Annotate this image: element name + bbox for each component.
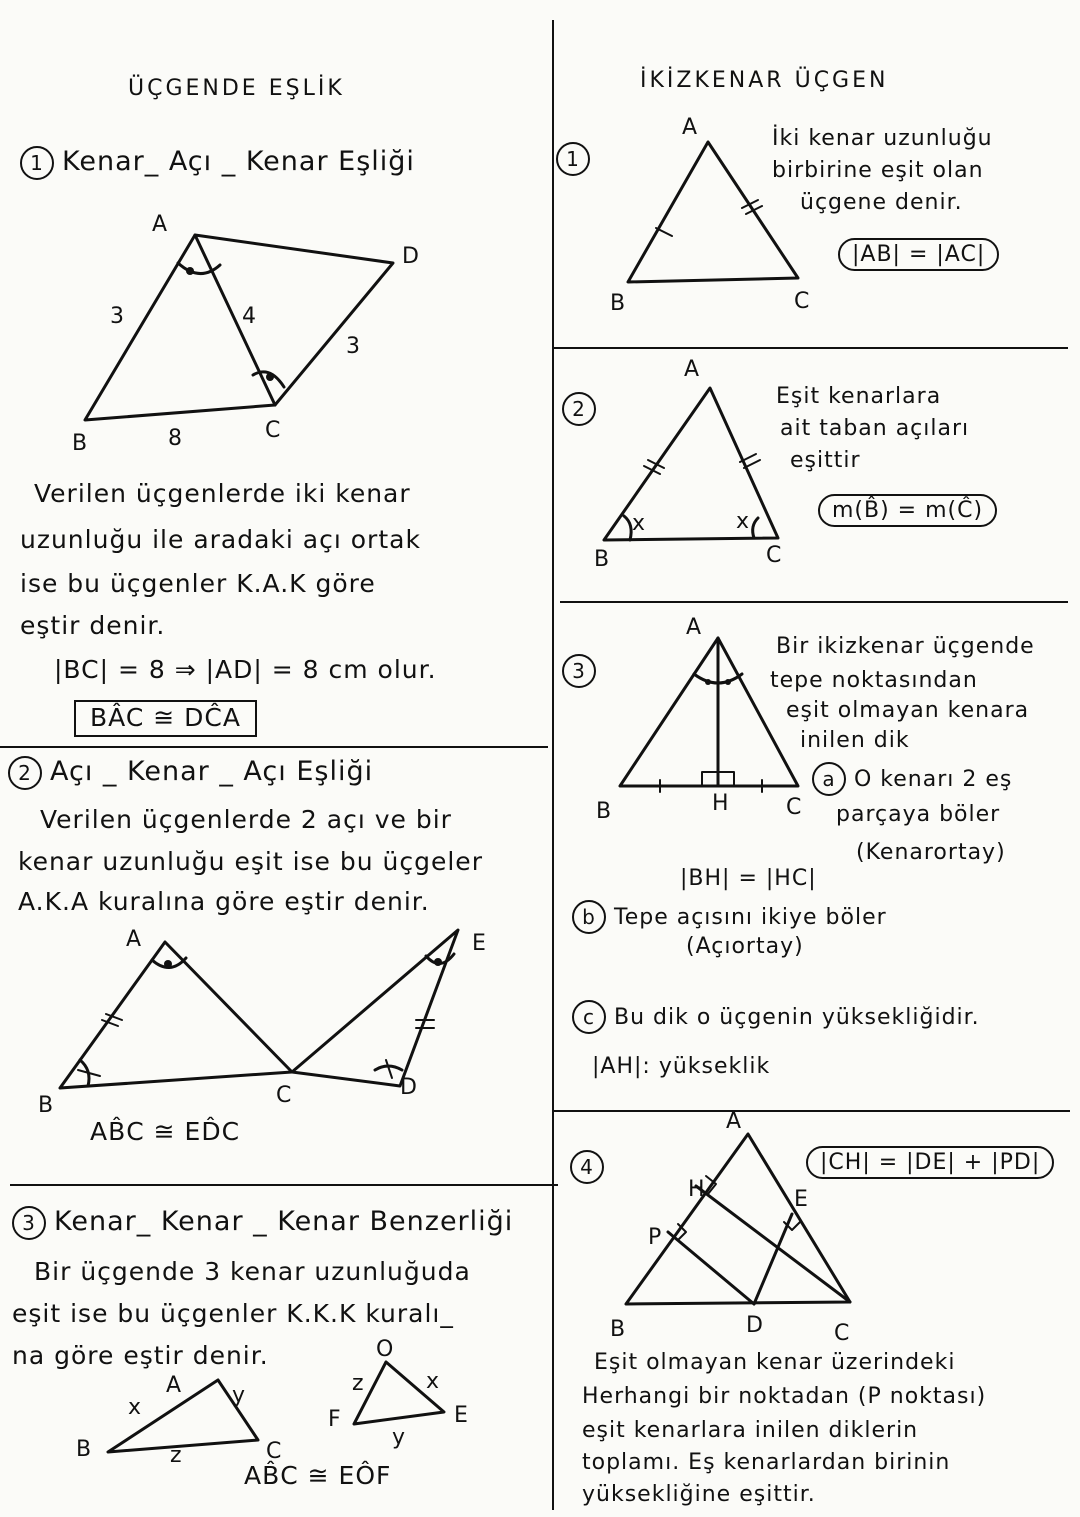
side-x-eof: x <box>426 1369 440 1394</box>
left-s3-text-3: na göre eştir denir. <box>12 1341 269 1370</box>
side-z-abc: z <box>170 1443 182 1468</box>
right-s3-equation: |BH| = |HC| <box>680 866 817 891</box>
label-a: A <box>152 212 168 237</box>
angle-b-mark-r2 <box>624 516 631 540</box>
label-b-r4: B <box>610 1317 626 1342</box>
right-s2-equation: m(B̂) = m(Ĉ) <box>818 494 997 527</box>
left-s1-heading-text: Kenar_ Açı _ Kenar Eşliği <box>62 146 415 177</box>
label-cd-length: 3 <box>346 334 360 359</box>
right-divider-2 <box>560 601 1068 603</box>
angle-a-dot-2 <box>164 960 172 968</box>
label-ab-length: 3 <box>110 304 124 329</box>
left-s1-number: 1 <box>20 146 54 180</box>
label-bc-length: 8 <box>168 426 182 451</box>
left-s2-text-2: kenar uzunluğu eşit ise bu üçgeler <box>18 847 483 876</box>
left-s3-heading-text: Kenar_ Kenar _ Kenar Benzerliği <box>54 1206 514 1237</box>
right-s3-b-mark: b <box>572 900 606 934</box>
right-s3-b <box>572 900 887 934</box>
left-title: ÜÇGENDE EŞLİK <box>128 76 345 101</box>
label-a-r1: A <box>682 115 698 140</box>
left-s1-text-3: ise bu üçgenler K.A.K göre <box>20 569 376 598</box>
right-s1-text-1: İki kenar uzunluğu <box>772 126 993 151</box>
right-s3-a-text-2: parçaya böler <box>836 802 1001 827</box>
angle-e-dot <box>434 958 442 966</box>
label-b-3: B <box>76 1437 92 1462</box>
left-s3-congruence: AB̂C ≅ EÔF <box>244 1461 392 1490</box>
angle-a-dot-r <box>725 679 731 685</box>
right-s3-b-text: Tepe açısını ikiye böler <box>614 905 887 930</box>
side-x-abc: x <box>128 1395 142 1420</box>
label-d-2: D <box>400 1075 417 1100</box>
triangle-acd <box>195 235 393 405</box>
right-s2-text-1: Eşit kenarlara <box>776 384 942 409</box>
ac-tick-r2b <box>744 460 760 468</box>
left-divider-2 <box>10 1184 558 1186</box>
label-a-r3: A <box>686 615 702 640</box>
angle-a-dot <box>186 267 194 275</box>
right-divider-1 <box>552 347 1068 349</box>
right-s4-equation: |CH| = |DE| + |PD| <box>806 1146 1054 1179</box>
left-s2-text-1: Verilen üçgenlerde 2 açı ve bir <box>40 805 452 834</box>
left-s2-heading <box>8 756 373 790</box>
perp-de <box>754 1214 792 1304</box>
right-s3-a-text-3: (Kenarortay) <box>856 840 1006 865</box>
label-b-r3: B <box>596 799 612 824</box>
label-e-r4: E <box>794 1187 808 1212</box>
label-c-r3: C <box>786 795 802 820</box>
label-ac-length: 4 <box>242 304 256 329</box>
left-s1-text-2: uzunluğu ile aradaki açı ortak <box>20 525 421 554</box>
right-s3-c-text-2: |AH|: yükseklik <box>592 1054 771 1079</box>
isosceles-triangle-3 <box>620 638 798 786</box>
angle-b-x: x <box>632 511 646 536</box>
label-d: D <box>402 244 419 269</box>
label-o-3: O <box>376 1337 394 1362</box>
label-a-r4: A <box>726 1109 742 1134</box>
left-divider-1 <box>0 746 548 748</box>
left-s1-heading <box>20 146 415 180</box>
label-c-r2: C <box>766 543 782 568</box>
right-s3-number: 3 <box>562 654 596 688</box>
side-z-eof: z <box>352 1371 364 1396</box>
label-c: C <box>265 418 281 443</box>
right-s3-text-3: eşit olmayan kenara <box>786 698 1030 723</box>
left-s3-number: 3 <box>12 1206 46 1240</box>
side-y-abc: y <box>232 1383 246 1408</box>
left-s2-text-3: A.K.A kuralına göre eştir denir. <box>18 887 430 916</box>
perpendiculars-figure <box>604 1104 864 1344</box>
perp-pd <box>668 1232 754 1304</box>
side-y-eof: y <box>392 1425 406 1450</box>
label-d-r4: D <box>746 1313 763 1338</box>
center-divider <box>552 20 554 1510</box>
right-s3-a-text: O kenarı 2 eş <box>854 767 1013 792</box>
triangle-edc <box>292 930 458 1086</box>
label-h-r3: H <box>712 791 729 816</box>
right-s4-number: 4 <box>570 1150 604 1184</box>
label-b: B <box>72 431 88 456</box>
left-s2-heading-text: Açı _ Kenar _ Açı Eşliği <box>50 756 374 787</box>
right-s4-text-1: Eşit olmayan kenar üzerindeki <box>594 1350 956 1375</box>
angle-a-dot-l <box>705 679 711 685</box>
right-s2-text-2: ait taban açıları <box>780 416 970 441</box>
label-c-2: C <box>276 1083 292 1108</box>
right-title: İKİZKENAR ÜÇGEN <box>640 68 889 93</box>
left-s1-text-4: eştir denir. <box>20 611 166 640</box>
right-s4-text-3: eşit kenarlara inilen diklerin <box>582 1418 919 1443</box>
label-e-2: E <box>472 931 486 956</box>
right-s3-c <box>572 1000 980 1034</box>
label-b-r2: B <box>594 547 610 572</box>
left-s2-number: 2 <box>8 756 42 790</box>
right-s3-b-text-2: (Açıortay) <box>686 934 804 959</box>
left-s3-text-1: Bir üçgende 3 kenar uzunluğuda <box>34 1257 471 1286</box>
angle-c-mark-r2 <box>753 518 758 538</box>
right-s3-text-4: inilen dik <box>800 728 910 753</box>
angle-d-tick <box>386 1060 392 1078</box>
right-s3-text-2: tepe noktasından <box>770 668 978 693</box>
right-s1-number: 1 <box>556 142 590 176</box>
right-s2-number: 2 <box>562 392 596 426</box>
right-s4-text-4: toplamı. Eş kenarlardan birinin <box>582 1450 951 1475</box>
label-h-r4: H <box>688 1177 705 1202</box>
label-f-3: F <box>328 1407 341 1432</box>
left-s1-congruence-box: BÂC ≅ DĈA <box>74 700 257 737</box>
left-s2-congruence: AB̂C ≅ ED̂C <box>90 1117 241 1146</box>
label-c-r4: C <box>834 1321 850 1346</box>
right-s4-text-2: Herhangi bir noktadan (P noktası) <box>582 1384 987 1409</box>
label-a-r2: A <box>684 357 700 382</box>
right-s4-text-5: yüksekliğine eşittir. <box>582 1482 816 1507</box>
right-s3-c-text: Bu dik o üçgenin yüksekliğidir. <box>614 1005 980 1030</box>
angle-c-dot <box>266 373 274 381</box>
right-s1-equation: |AB| = |AC| <box>838 238 999 271</box>
sas-figure <box>70 205 470 465</box>
label-a-2: A <box>126 927 142 952</box>
asa-figure <box>30 920 510 1120</box>
label-c-r1: C <box>794 289 810 314</box>
left-s3-heading <box>12 1206 513 1240</box>
base-angles-figure <box>588 358 808 578</box>
left-s1-equation: |BC| = 8 ⇒ |AD| = 8 cm olur. <box>54 655 437 684</box>
triangle-abc-2 <box>60 942 292 1088</box>
label-e-3: E <box>454 1403 468 1428</box>
right-s3-a-mark: a <box>812 762 846 796</box>
label-c-3: C <box>266 1439 282 1464</box>
right-s1-text-3: üçgene denir. <box>800 190 963 215</box>
label-b-r1: B <box>610 291 626 316</box>
angle-c-x: x <box>736 509 750 534</box>
label-a-3: A <box>166 1373 182 1398</box>
left-s3-text-2: eşit ise bu üçgenler K.K.K kuralı_ <box>12 1299 454 1328</box>
right-s1-text-2: birbirine eşit olan <box>772 158 984 183</box>
right-s3-a <box>812 762 1012 796</box>
ab-tick-r1 <box>656 228 672 236</box>
left-s1-text-1: Verilen üçgenlerde iki kenar <box>34 479 411 508</box>
right-s2-text-3: eşittir <box>790 448 861 473</box>
label-p-r4: P <box>648 1225 662 1250</box>
right-s3-c-mark: c <box>572 1000 606 1034</box>
right-s3-text-1: Bir ikizkenar üçgende <box>776 634 1035 659</box>
altitude-ch <box>696 1186 850 1302</box>
label-b-2: B <box>38 1093 54 1118</box>
